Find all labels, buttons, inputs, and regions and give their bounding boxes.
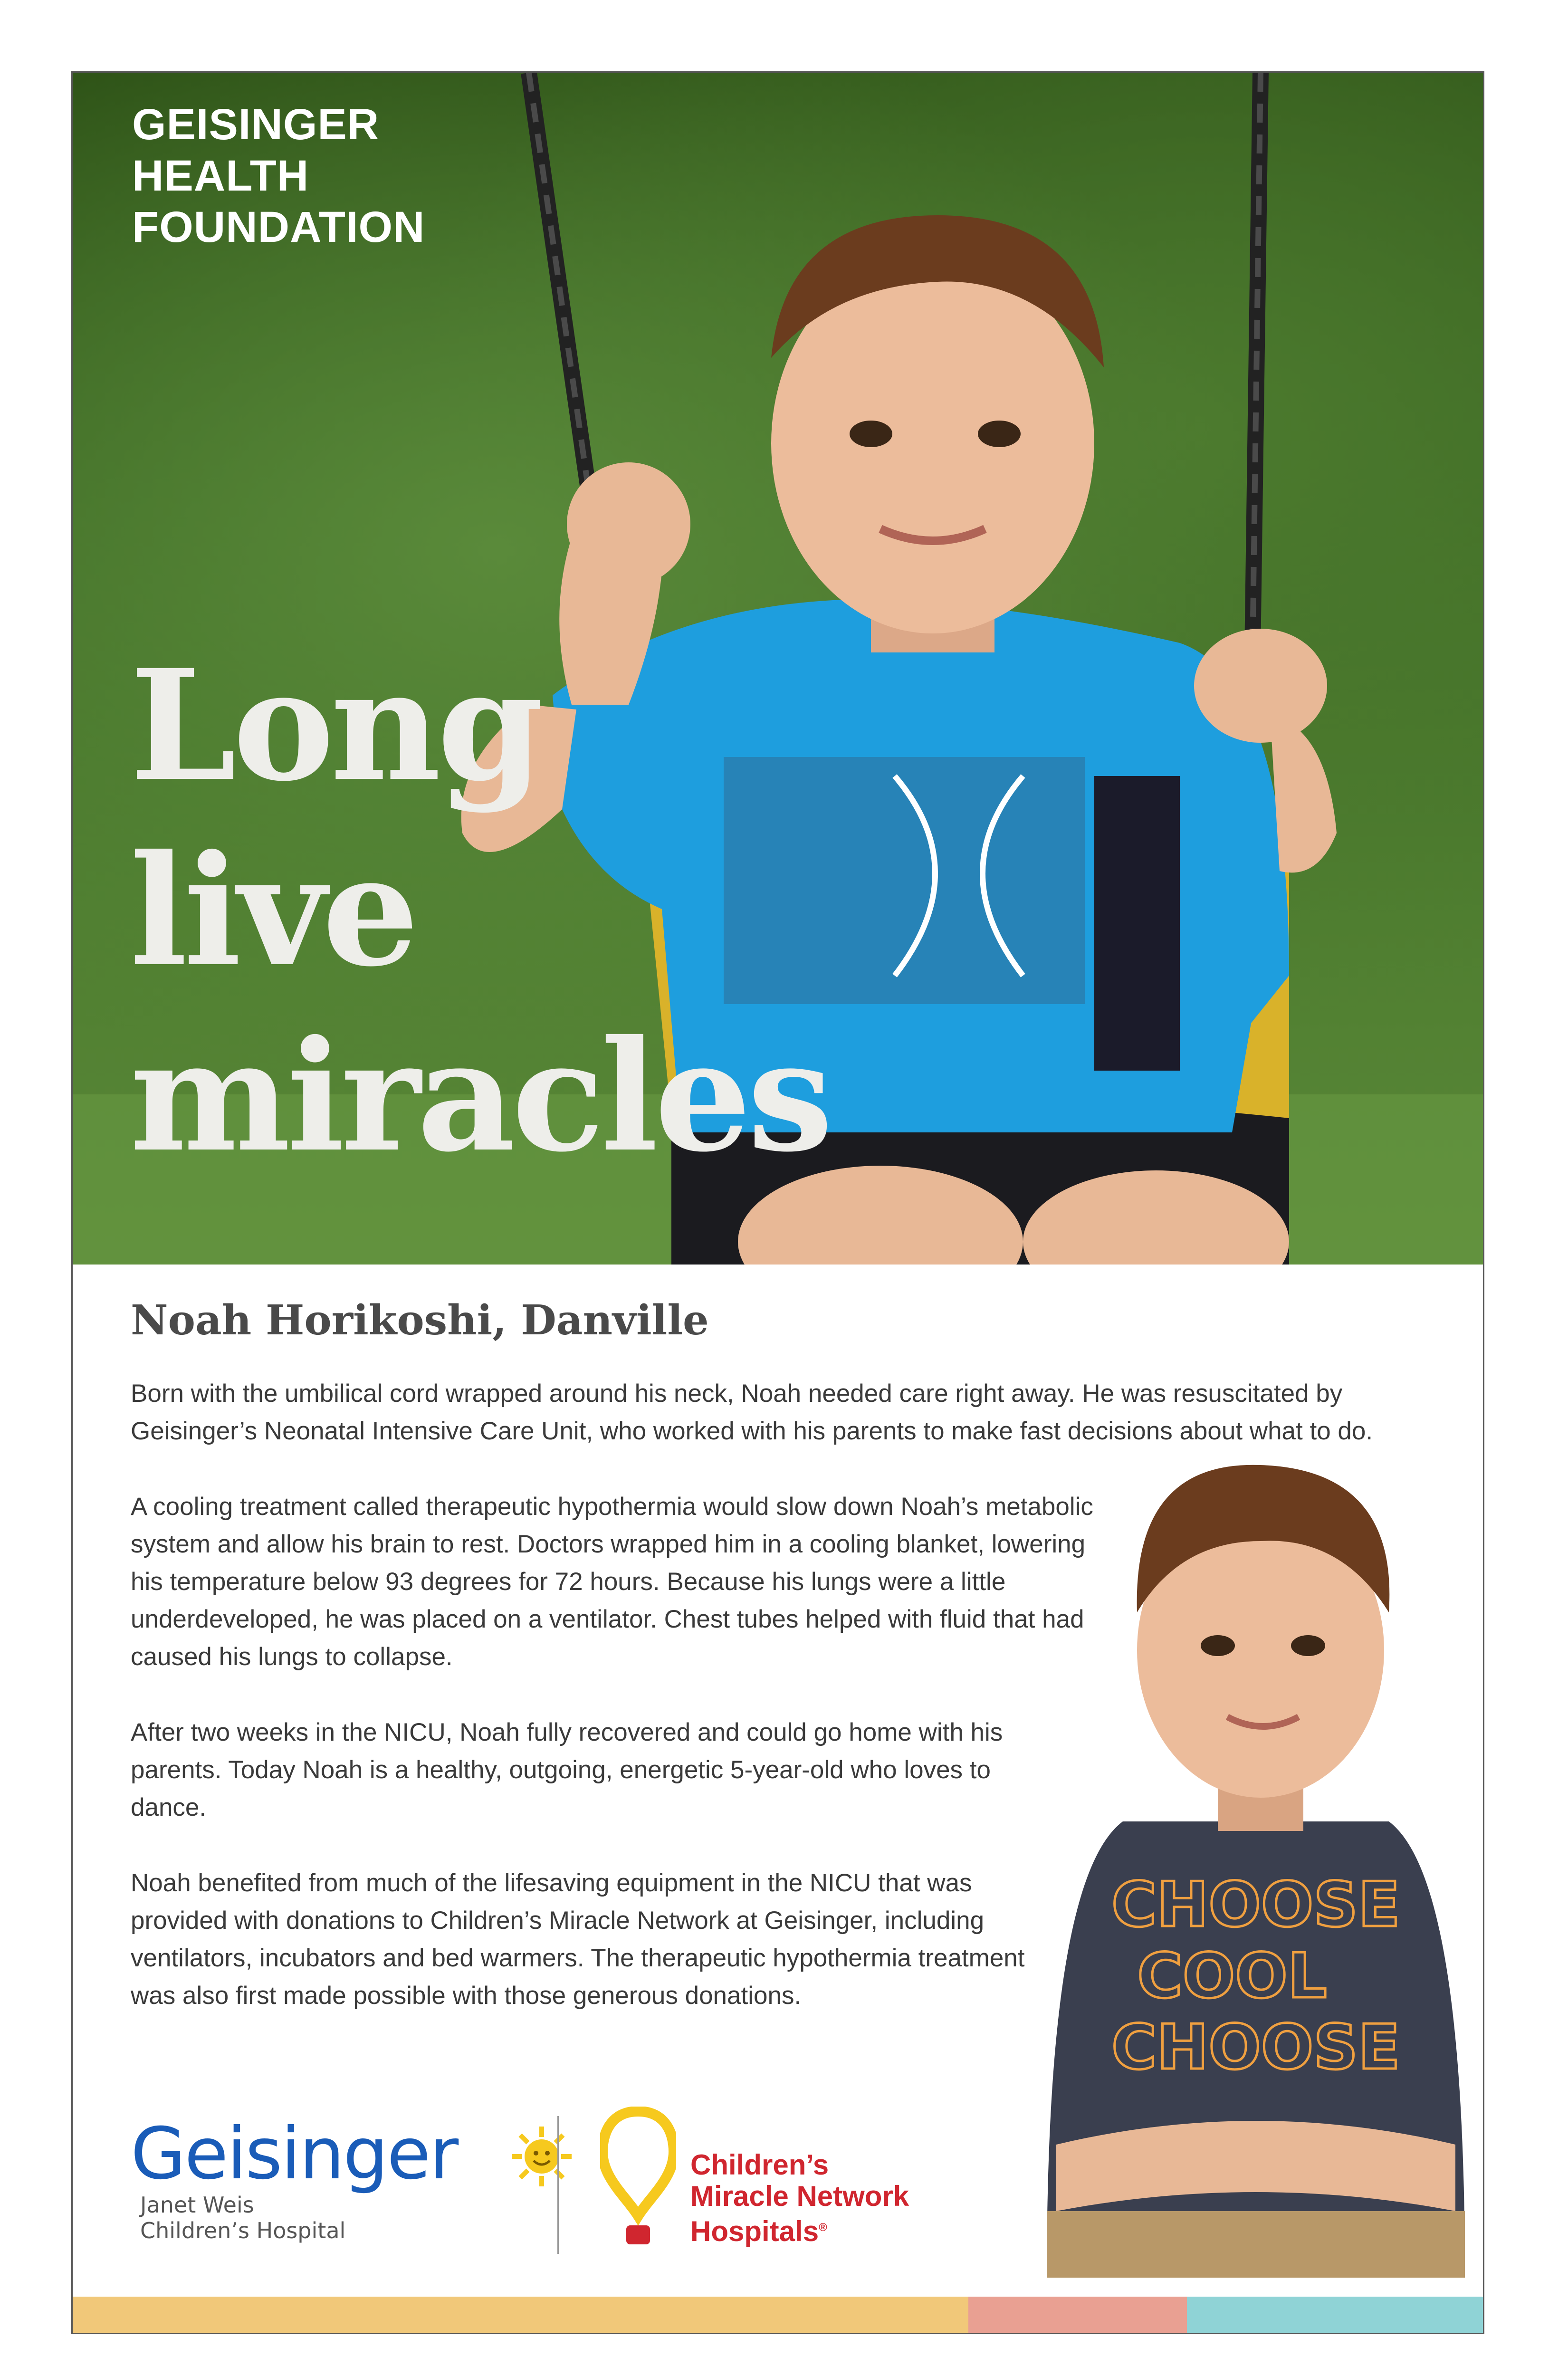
footer-bar-yellow xyxy=(73,2297,968,2334)
shirt-line-3: CHOOSE xyxy=(1111,2011,1400,2083)
headline-line-1: Long xyxy=(130,637,540,815)
headline-line-2: live xyxy=(130,822,415,1000)
headline-line-3: miracles xyxy=(130,1007,830,1186)
geisinger-logo xyxy=(131,2113,458,2243)
footer-bar-pink xyxy=(968,2297,1187,2334)
cmn-line-2: Miracle Network xyxy=(690,2180,909,2212)
balloon-icon xyxy=(600,2107,676,2249)
hospital-name-line-1: Janet Weis xyxy=(140,2192,254,2218)
story-paragraph-2: A cooling treatment called therapeutic hypothermia would slow down Noah’s metabolic system and allow his brain to rest. Doctors wrapped him in a cooling blanket, lowering his temperature below 93 degrees for 72 hours. Because his lungs were a little underdeveloped, he was placed on a ventilator. Chest tubes helped with fluid that had caused his lungs to collapse. xyxy=(131,1493,1093,1671)
shirt-line-2: COOL xyxy=(1137,1940,1327,2012)
boy-portrait-photo xyxy=(1028,1451,1484,2278)
footer-bar-teal xyxy=(1187,2297,1484,2334)
foundation-line-1: GEISINGER xyxy=(132,100,380,149)
logo-divider xyxy=(557,2116,559,2254)
story-title: Noah Horikoshi, Danville xyxy=(131,1296,709,1344)
registered-mark: ® xyxy=(819,2221,827,2234)
foundation-line-2: HEALTH xyxy=(132,152,309,200)
story-paragraph-3: After two weeks in the NICU, Noah fully recovered and could go home with his parents. Today Noah is a healthy, outgoing, energetic 5-year-old who loves to dance. xyxy=(131,1718,1003,1821)
cmn-line-1: Children’s xyxy=(690,2149,829,2181)
hospital-name-line-2: Children’s Hospital xyxy=(140,2218,346,2243)
geisinger-wordmark: Geisinger xyxy=(131,2113,458,2195)
story-paragraph-4: Noah benefited from much of the lifesaving equipment in the NICU that was provided with donations to Children’s Miracle Network at Geisinger, including ventilators, incubators and bed warmers. The therapeutic hypothermia treatment was also first made possible with those generous donations. xyxy=(131,1869,1025,2010)
cmn-logo-text xyxy=(690,2149,909,2247)
foundation-line-3: FOUNDATION xyxy=(132,203,425,251)
sun-icon xyxy=(511,2126,573,2187)
story-paragraph-1: Born with the umbilical cord wrapped around his neck, Noah needed care right away. He was resuscitated by Geisinger’s Neonatal Intensive Care Unit, who worked with his parents to make fast decisions about what to do. xyxy=(131,1380,1373,1445)
cmn-line-3: Hospitals xyxy=(690,2215,819,2247)
foundation-name xyxy=(132,99,425,253)
poster-frame xyxy=(71,71,1484,2334)
headline xyxy=(130,633,829,1189)
hero-photo-section xyxy=(73,73,1483,1265)
shirt-line-1: CHOOSE xyxy=(1111,1868,1400,1941)
